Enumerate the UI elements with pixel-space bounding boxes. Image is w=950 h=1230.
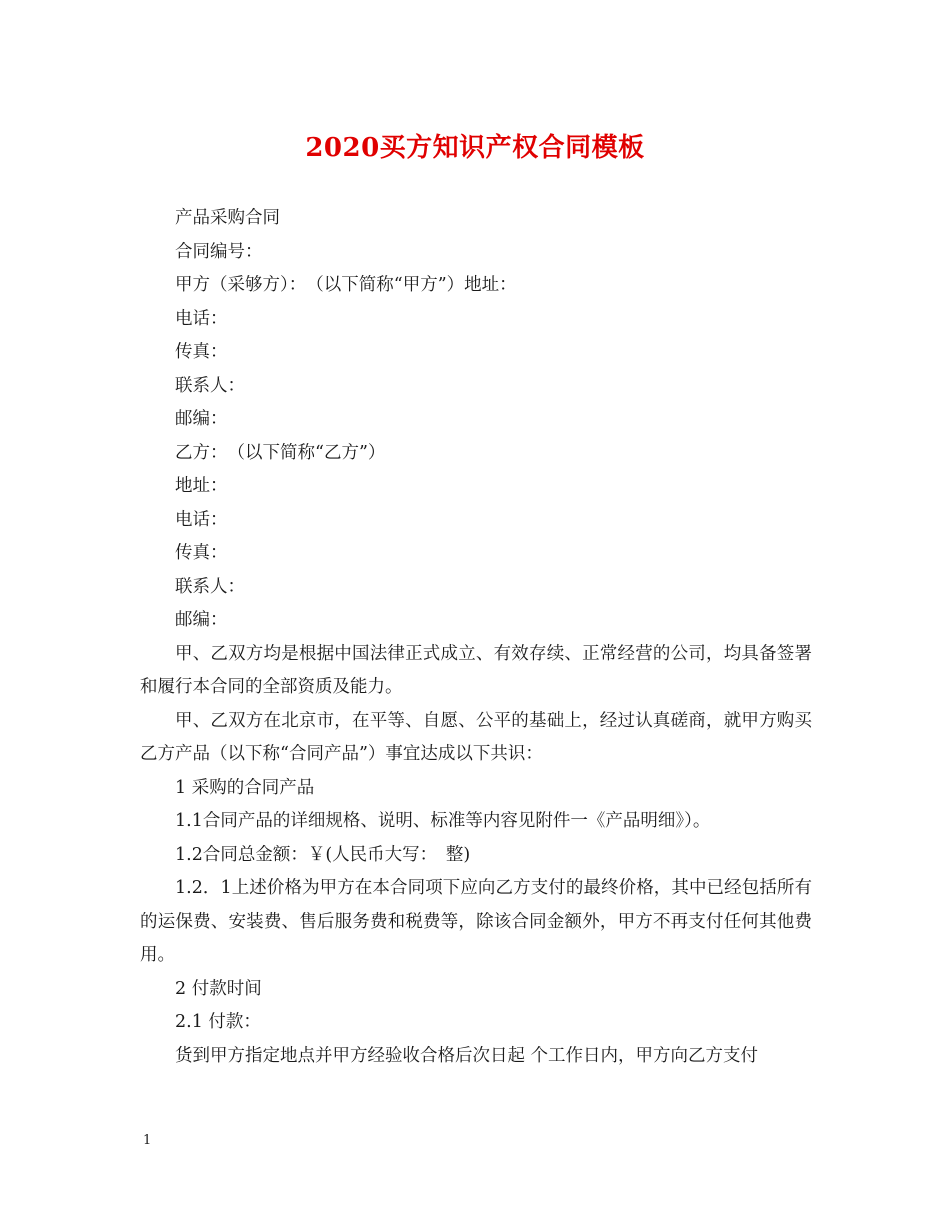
paragraph: 传真： <box>175 342 228 362</box>
paragraph: 邮编： <box>175 610 228 630</box>
document-body <box>140 202 812 1073</box>
paragraph: 电话： <box>175 509 228 530</box>
paragraph: 产品采购合同 <box>175 208 280 228</box>
paragraph: 货到甲方指定地点并甲方经验收合格后次日起 个工作日内，甲方向乙方支付 <box>175 1045 759 1066</box>
paragraph: 乙方： （以下简称“乙方”） <box>175 442 386 463</box>
page-number: 1 <box>143 1133 152 1148</box>
paragraph: 1.2合同总金额：￥(人民币大写： 整) <box>175 844 471 865</box>
paragraph: 合同编号： <box>175 241 263 262</box>
paragraph: 1.1合同产品的详细规格、说明、标准等内容见附件一《产品明细》）。 <box>175 811 711 831</box>
paragraph: 2.1 付款： <box>175 1012 261 1032</box>
paragraph: 地址： <box>175 476 228 496</box>
paragraph: 2 付款时间 <box>175 978 262 999</box>
paragraph: 电话： <box>175 308 228 329</box>
document-title: 2020买方知识产权合同模板 <box>305 133 645 163</box>
paragraph: 传真： <box>175 543 228 563</box>
paragraph: 邮编： <box>175 409 228 429</box>
paragraph: 联系人： <box>175 576 245 597</box>
paragraph: 联系人： <box>175 375 245 396</box>
paragraph: 甲、乙双方在北京市，在平等、自愿、公平的基础上，经过认真磋商，就甲方购买乙方产品（以下称“合同产品”）事宜达成以下共识： <box>140 710 812 764</box>
paragraph: 1 采购的合同产品 <box>175 777 315 798</box>
paragraph: 1.2．1上述价格为甲方在本合同项下应向乙方支付的最终价格，其中已经包括所有的运保费、安装费、售后服务费和税费等，除该合同金额外，甲方不再支付任何其他费用。 <box>140 878 812 965</box>
paragraph: 甲、乙双方均是根据中国法律正式成立、有效存续、正常经营的公司，均具备签署和履行本合同的全部资质及能力。 <box>140 643 812 697</box>
paragraph: 甲方（采够方）： （以下简称“甲方”）地址： <box>175 275 517 295</box>
